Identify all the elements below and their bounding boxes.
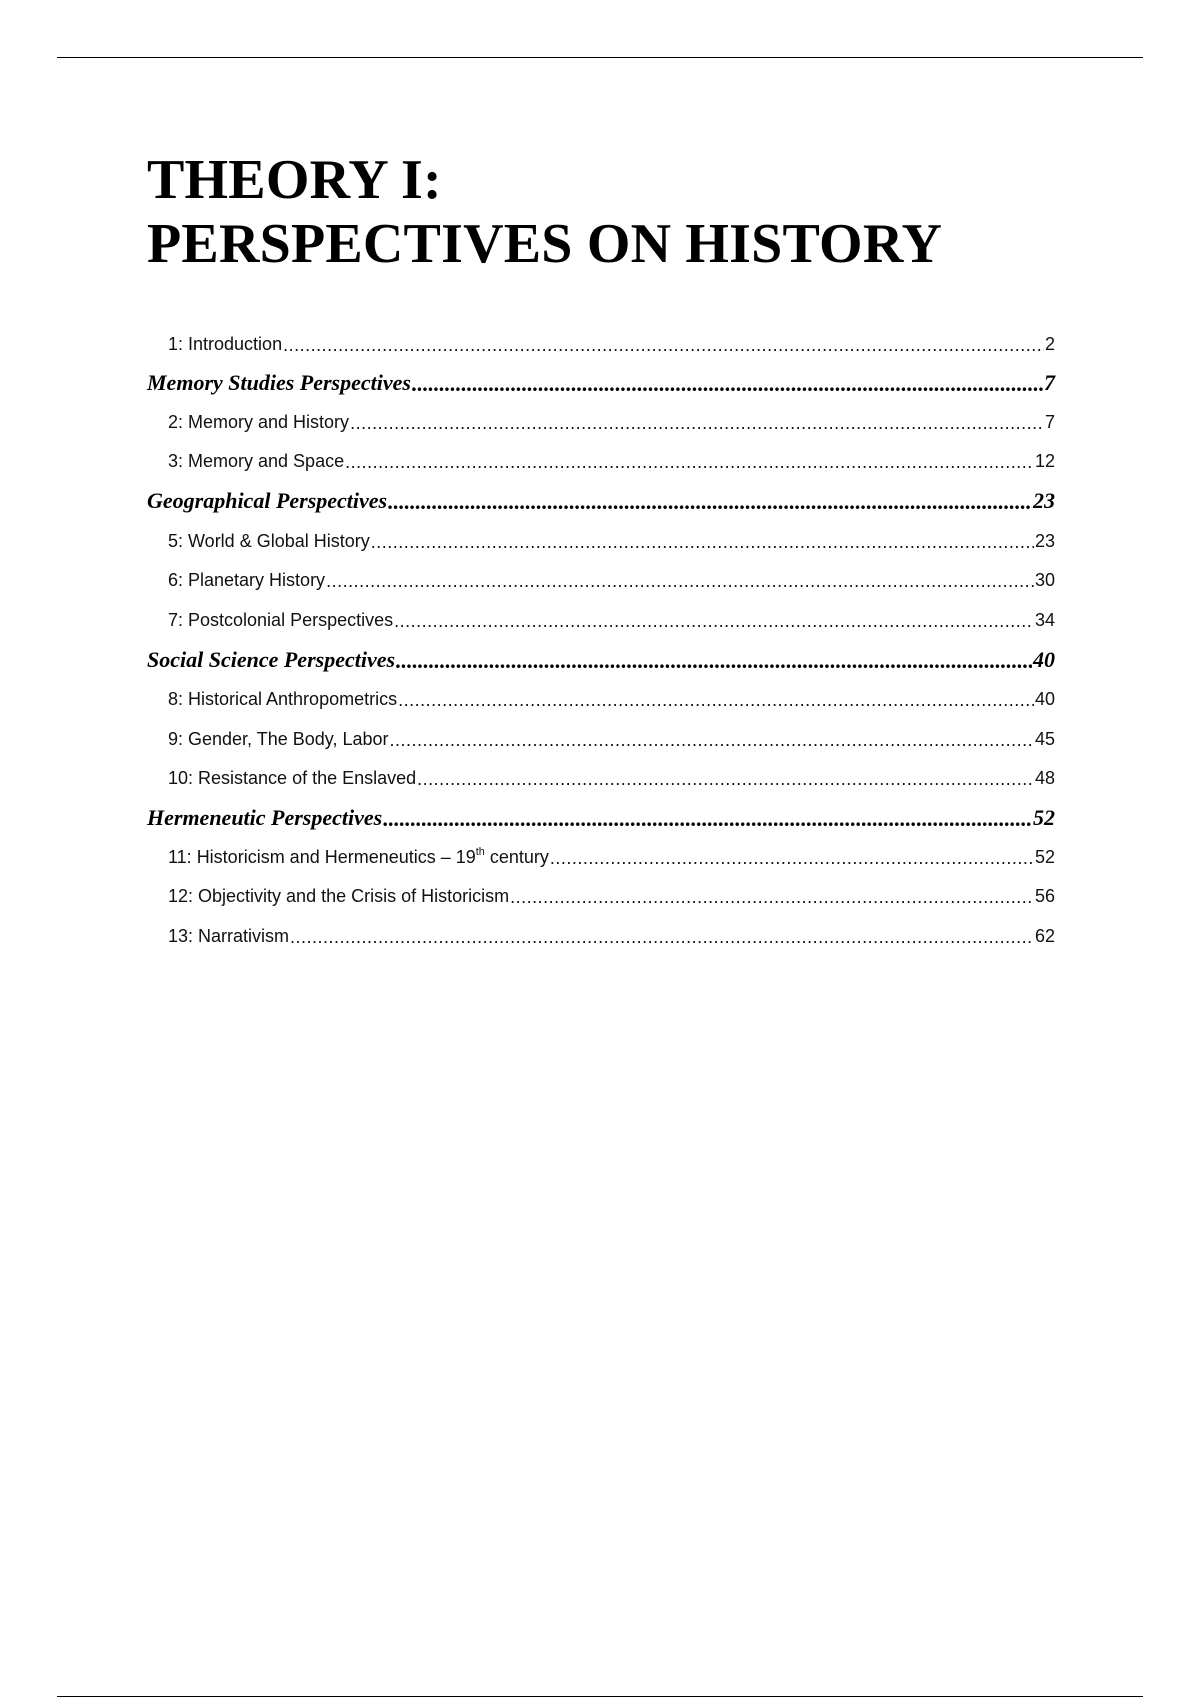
toc-entry-memory-and-history[interactable] (168, 412, 1055, 433)
toc-entry-label: 9: Gender, The Body, Labor (168, 729, 389, 749)
toc-entry-narrativism[interactable] (168, 926, 1055, 947)
toc-leader-dots (398, 690, 1034, 708)
toc-entry-resistance-enslaved[interactable] (168, 768, 1055, 789)
toc-section-label: Social Science Perspectives (147, 647, 396, 672)
toc-entry-page: 30 (1034, 570, 1055, 590)
toc-section-social-science[interactable] (147, 647, 1055, 673)
toc-section-page: 23 (1033, 488, 1055, 513)
toc-entry-label: 8: Historical Anthropometrics (168, 689, 398, 709)
toc-leader-dots (345, 452, 1034, 470)
toc-leader-dots (417, 769, 1034, 787)
toc-entry-label: 5: World & Global History (168, 531, 370, 551)
toc-entry-page: 34 (1034, 610, 1055, 630)
toc-leader-dots (396, 648, 1032, 670)
toc-entry-memory-and-space[interactable] (168, 451, 1055, 472)
toc-entry-objectivity-crisis[interactable] (168, 886, 1055, 907)
toc-section-label: Memory Studies Perspectives (147, 370, 411, 395)
toc-entry-introduction[interactable] (168, 334, 1055, 355)
toc-entry-page: 48 (1034, 768, 1055, 788)
toc-entry-label: 2: Memory and History (168, 412, 350, 432)
toc-entry-label: 10: Resistance of the Enslaved (168, 768, 417, 788)
toc-entry-page: 2 (1044, 334, 1055, 354)
toc-entry-page: 12 (1034, 451, 1055, 471)
toc-section-memory-studies[interactable] (147, 370, 1055, 396)
toc-entry-planetary-history[interactable] (168, 570, 1055, 591)
toc-leader-dots (394, 611, 1034, 629)
toc-leader-dots (371, 532, 1034, 550)
toc-entry-page: 7 (1044, 412, 1055, 432)
toc-leader-dots (510, 887, 1034, 905)
toc-entry-label-main: 11: Historicism and Hermeneutics – 19 (168, 847, 476, 867)
toc-leader-dots (290, 927, 1034, 945)
toc-section-page: 40 (1033, 647, 1055, 672)
toc-entry-gender-body-labor[interactable] (168, 729, 1055, 750)
page-title (147, 148, 942, 276)
toc-entry-label (168, 847, 549, 868)
toc-entry-label: 6: Planetary History (168, 570, 326, 590)
toc-leader-dots (389, 730, 1033, 748)
ordinal-superscript: th (475, 845, 485, 858)
toc-section-geographical[interactable] (147, 488, 1055, 514)
toc-entry-page: 23 (1034, 531, 1055, 551)
toc-entry-page: 52 (1034, 847, 1055, 867)
toc-entry-label: 1: Introduction (168, 334, 283, 354)
toc-entry-world-global-history[interactable] (168, 531, 1055, 552)
toc-entry-label: 7: Postcolonial Perspectives (168, 610, 394, 630)
toc-section-page: 7 (1044, 370, 1055, 395)
toc-leader-dots (388, 489, 1032, 511)
toc-entry-anthropometrics[interactable] (168, 689, 1055, 710)
toc-entry-postcolonial[interactable] (168, 610, 1055, 631)
toc-leader-dots (283, 335, 1044, 353)
top-rule (57, 57, 1143, 58)
title-line-1: THEORY I: (147, 149, 442, 211)
toc-entry-page: 56 (1034, 886, 1055, 906)
toc-leader-dots (550, 848, 1034, 866)
toc-entry-label: 12: Objectivity and the Crisis of Historicism (168, 886, 510, 906)
toc-entry-label: 13: Narrativism (168, 926, 290, 946)
toc-entry-label-suffix: century (484, 847, 549, 867)
toc-leader-dots (326, 571, 1034, 589)
toc-entry-historicism-hermeneutics[interactable] (168, 847, 1055, 868)
toc-leader-dots (412, 371, 1043, 393)
toc-leader-dots (383, 806, 1032, 828)
toc-section-label: Geographical Perspectives (147, 488, 388, 513)
toc-section-label: Hermeneutic Perspectives (147, 805, 383, 830)
bottom-rule (57, 1696, 1143, 1697)
toc-section-page: 52 (1033, 805, 1055, 830)
toc-entry-label: 3: Memory and Space (168, 451, 345, 471)
toc-entry-page: 45 (1034, 729, 1055, 749)
toc-entry-page: 40 (1034, 689, 1055, 709)
toc-entry-page: 62 (1034, 926, 1055, 946)
title-line-2: PERSPECTIVES ON HISTORY (147, 213, 943, 275)
toc-leader-dots (350, 413, 1044, 431)
toc-section-hermeneutic[interactable] (147, 805, 1055, 831)
